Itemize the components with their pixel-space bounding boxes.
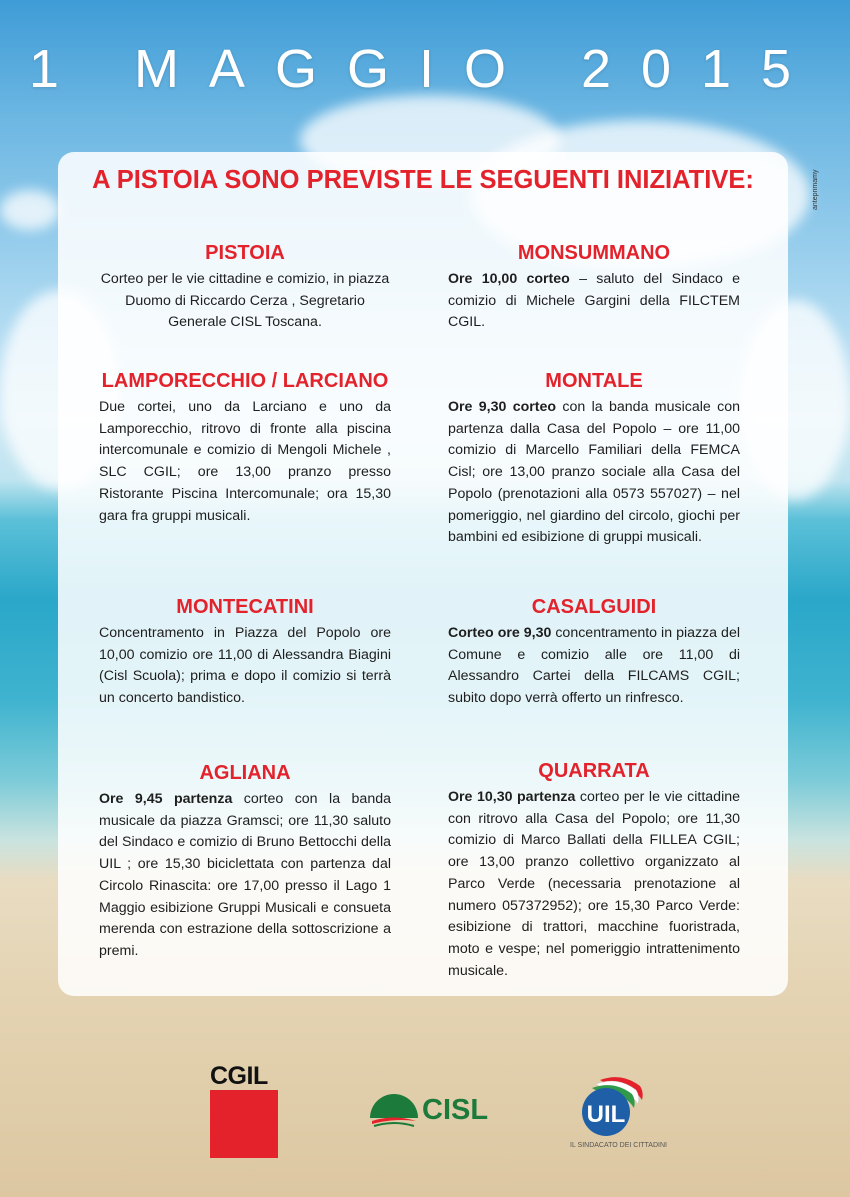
section-text: [448, 397, 740, 549]
cloud: [0, 190, 60, 230]
section-agliana: [99, 762, 391, 963]
section-lamporecchio: [99, 370, 391, 527]
section-heading: MONTALE: [545, 370, 643, 392]
cgil-logo-text: CGIL: [210, 1062, 268, 1090]
section-text: [448, 623, 740, 710]
cisl-logo: [366, 1088, 506, 1134]
uil-emblem-icon: [570, 1072, 650, 1140]
section-text-body: corteo con la banda musicale da piazza Gramsci; ore 11,30 saluto del Sindaco e comizio di Bruno Bettocchi della UIL ; ore 15,30 biciclettata con partenza dal Circolo Rinascita: ore 17,00 presso il Lago 1 Maggio esibizione Gruppi Musicali e consueta merenda con estrazione della sottoscrizione a premi.: [99, 791, 391, 959]
section-text: Due cortei, uno da Larciano e uno da Lamporecchio, ritrovo di fronte alla piscina intercomunale e comizio di Mengoli Michele , SLC CGIL; ore 13,00 pranzo presso Ristorante Piscina Intercomunale; ora 15,30 gara fra gruppi musicali.: [99, 399, 391, 524]
section-text: Corteo per le vie cittadine e comizio, in piazza Duomo di Riccardo Cerza , Segretario Generale CISL Toscana.: [100, 271, 390, 331]
section-text: Concentramento in Piazza del Popolo ore 10,00 comizio ore 11,00 di Alessandra Biagini (Cisl Scuola); prima e dopo il comizio si terrà un concerto bandistico.: [99, 625, 391, 707]
section-text: [448, 787, 740, 982]
section-heading: PISTOIA: [205, 242, 285, 264]
section-montale: [448, 370, 740, 549]
section-casalguidi: [448, 596, 740, 710]
section-text-bold: Ore 10,00 corteo: [448, 271, 570, 287]
section-heading: CASALGUIDI: [531, 596, 657, 618]
page-title: 1 MAGGIO 2015: [28, 39, 822, 99]
uil-tagline: IL SINDACATO DEI CITTADINI: [570, 1142, 667, 1149]
section-heading: AGLIANA: [199, 762, 291, 784]
content-panel: [58, 152, 788, 996]
cgil-logo: [210, 1062, 278, 1158]
section-text-body: corteo per le vie cittadine con ritrovo alla Casa del Popolo; ore 11,30 comizio di Marco Ballati della FILLEA CGIL; ore 13,00 pranzo collettivo organizzato al Parco Verde (necessaria prenotazione al numero 057372952); ore 15,30 Parco Verde: esibizione di trattori, macchine fuoristrada, moto e vespe; nel pomeriggio intrattenimento musicale.: [448, 789, 740, 979]
section-text-body: concentramento in piazza del Comune e comizio alle ore 11,00 di Alessandro Cartei della FILCAMS CGIL; subito dopo verrà offerto un rinfresco.: [448, 625, 740, 707]
cgil-logo-square: [210, 1090, 278, 1158]
uil-logo: [570, 1072, 680, 1152]
section-text-body: con la banda musicale con partenza dalla Casa del Popolo – ore 11,00 comizio di Marcello Familiari della FEMCA Cisl; ore 13,00 pranzo sociale alla Casa del Popolo (prenotazioni alla 0573 557027) – nel pomeriggio, nel giardino del circolo, giochi per bambini ed esibizione di gruppi musicali.: [448, 399, 740, 546]
cisl-emblem-icon: [366, 1088, 422, 1134]
cisl-logo-text: CISL: [422, 1094, 489, 1126]
section-heading: QUARRATA: [538, 760, 650, 782]
section-text-bold: Ore 10,30 partenza: [448, 789, 576, 805]
section-heading: MONTECATINI: [176, 596, 314, 618]
section-text-bold: Ore 9,30 corteo: [448, 399, 557, 415]
section-quarrata: [448, 760, 740, 982]
section-pistoia: [99, 242, 391, 334]
headline: A PISTOIA SONO PREVISTE LE SEGUENTI INIZIATIVE:: [92, 166, 754, 194]
section-text: [99, 789, 391, 963]
section-text-bold: Ore 9,45 partenza: [99, 791, 233, 807]
section-heading: MONSUMMANO: [517, 242, 671, 264]
union-logos: [0, 1060, 850, 1160]
section-text: [448, 269, 740, 334]
credit-text: anteprimamy: [812, 169, 819, 210]
section-heading: LAMPORECCHIO / LARCIANO: [101, 370, 389, 392]
uil-logo-text: UIL: [586, 1101, 626, 1128]
section-text-bold: Corteo ore 9,30: [448, 625, 552, 641]
section-monsummano: [448, 242, 740, 334]
section-montecatini: [99, 596, 391, 710]
section-text-body: – saluto del Sindaco e comizio di Michele Gargini della FILCTEM CGIL.: [448, 271, 740, 331]
